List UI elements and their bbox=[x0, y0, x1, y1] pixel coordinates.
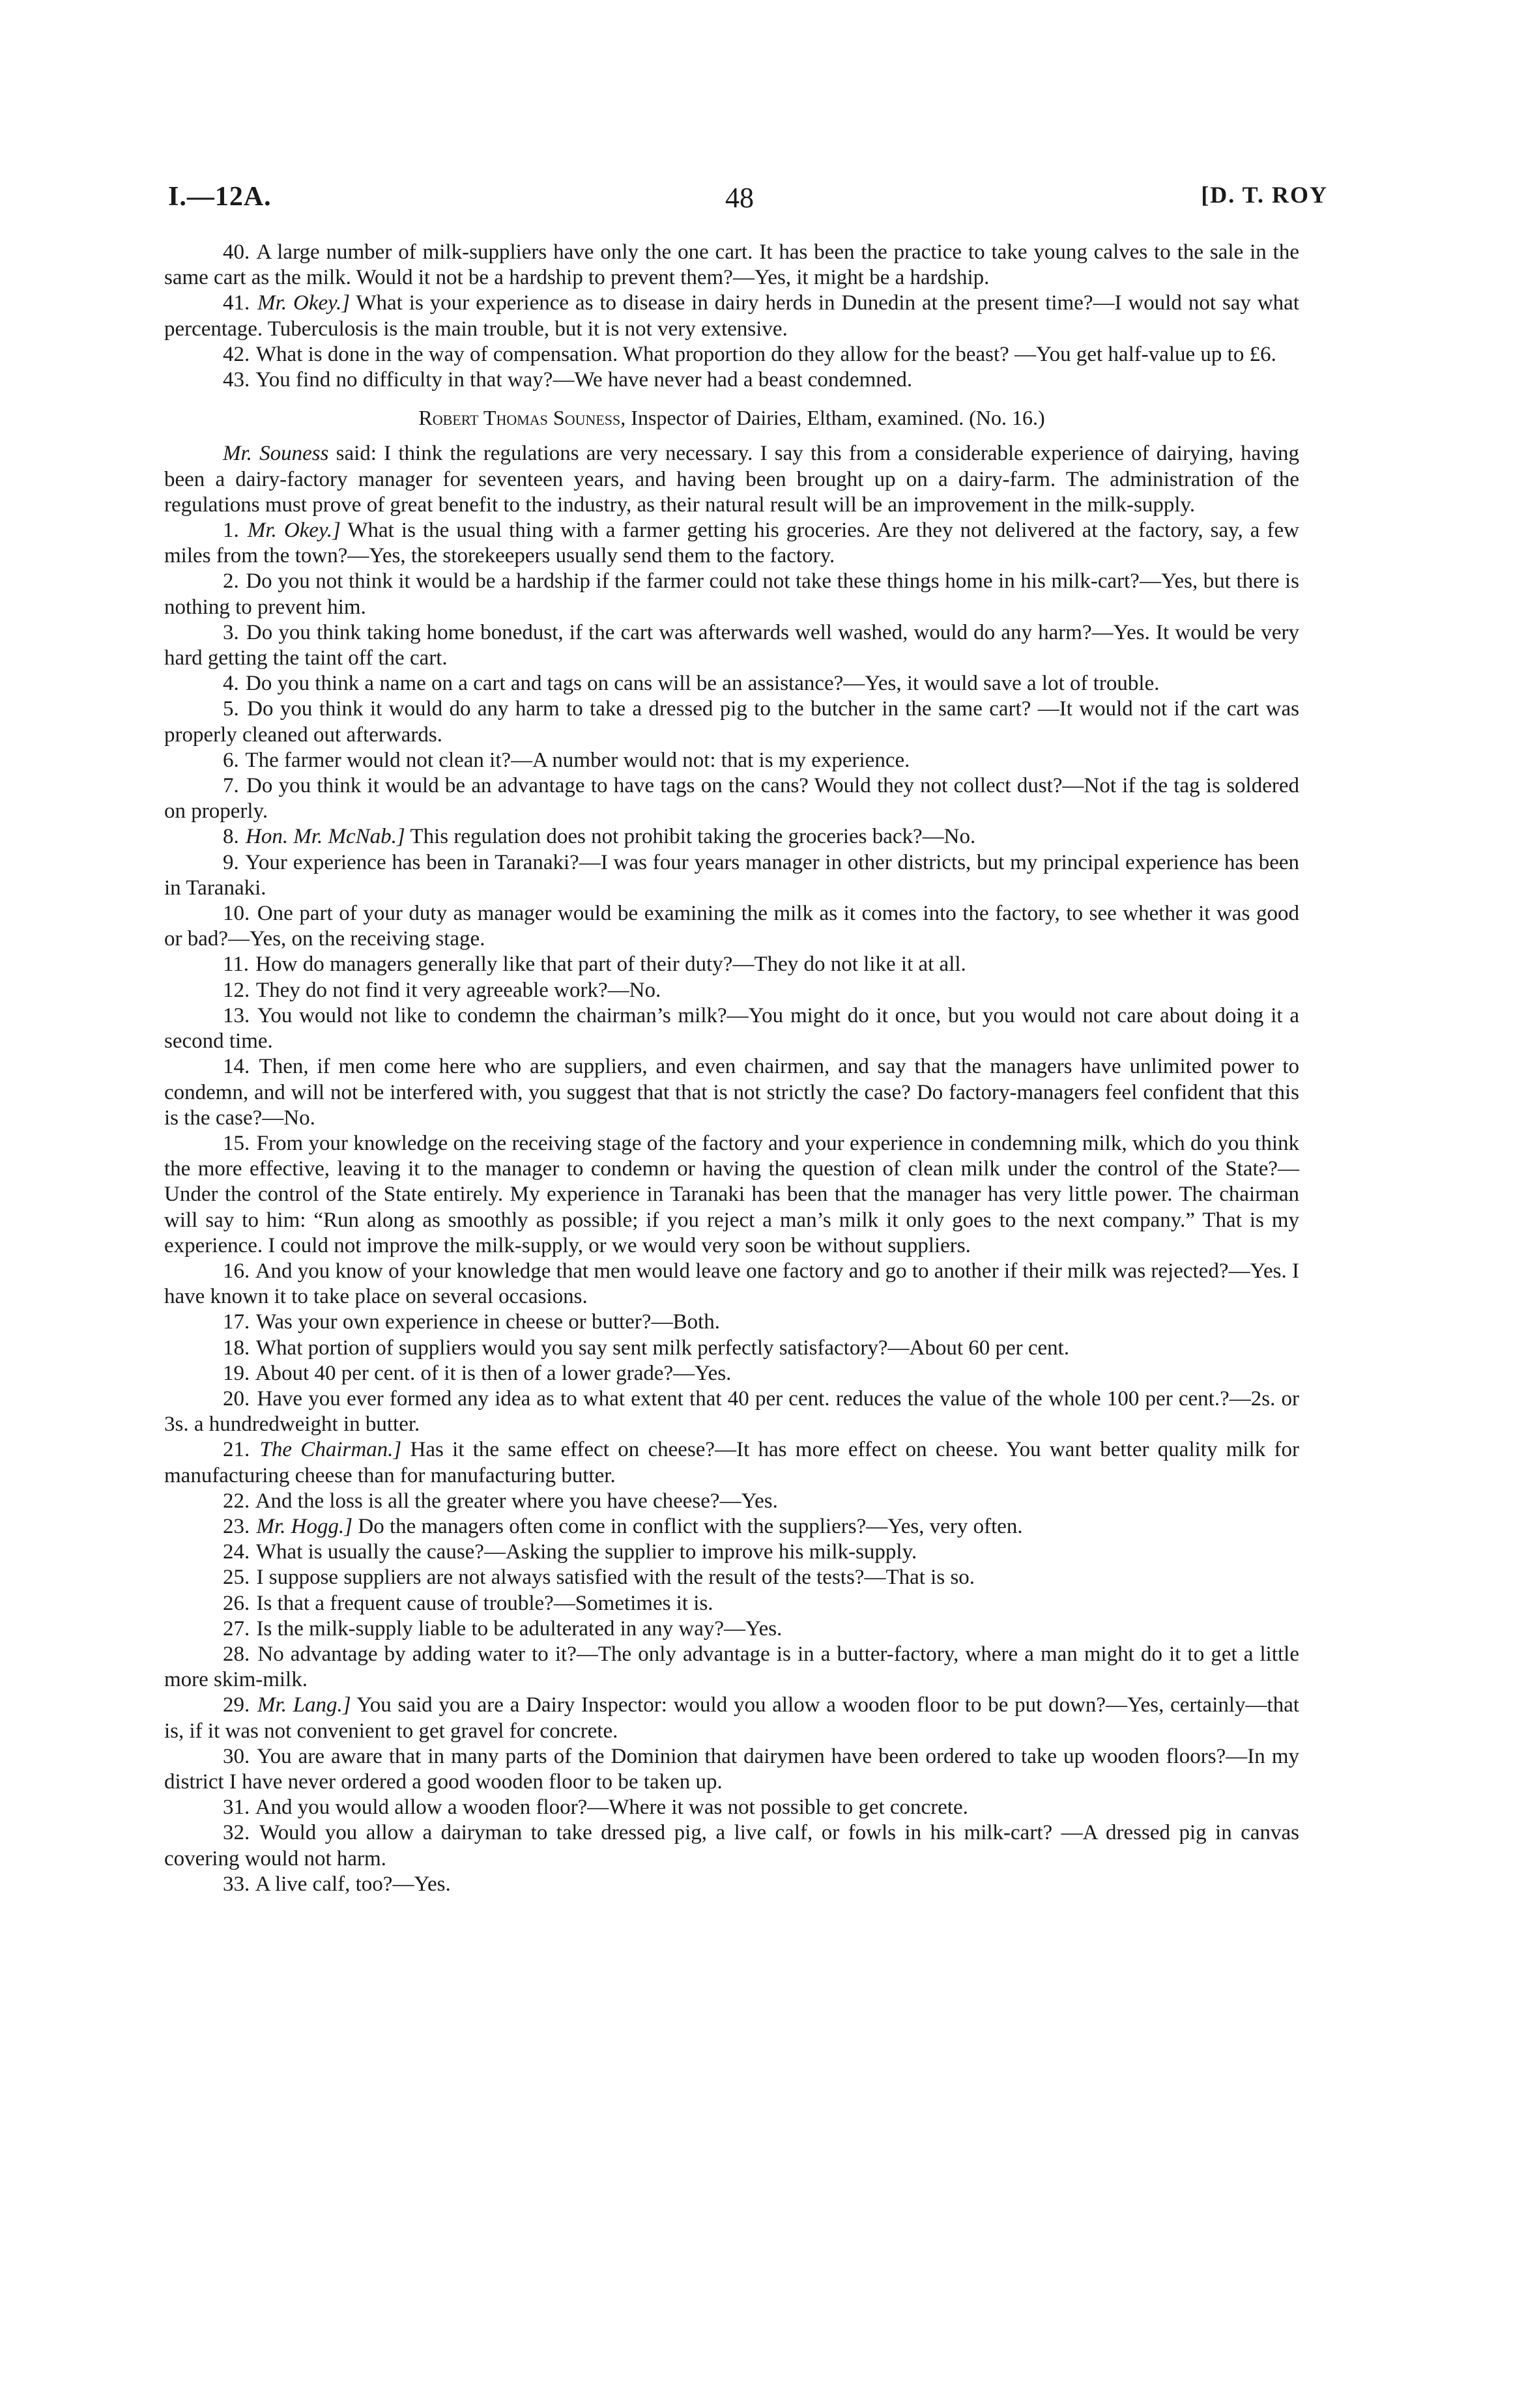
speaker-name: Mr. Okey.] bbox=[247, 519, 341, 543]
question-number: 18. bbox=[223, 1336, 250, 1360]
question-paragraph bbox=[164, 773, 1299, 824]
question-number: 15. bbox=[223, 1131, 250, 1155]
question-paragraph bbox=[164, 1591, 1299, 1616]
question-number: 28. bbox=[223, 1642, 250, 1666]
question-number: 31. bbox=[223, 1796, 250, 1820]
question-paragraph bbox=[164, 952, 1299, 977]
question-number: 32. bbox=[223, 1821, 250, 1845]
question-text: Do you think it would do any harm to take a dressed pig to the butcher in the same cart? —It would not if the cart was properly cleaned out afterwards. bbox=[164, 697, 1300, 747]
question-paragraph bbox=[164, 1693, 1299, 1743]
question-paragraph bbox=[164, 1820, 1299, 1871]
question-paragraph bbox=[164, 1437, 1299, 1488]
question-number: 42. bbox=[223, 342, 250, 366]
question-number: 17. bbox=[223, 1310, 250, 1334]
question-text: They do not find it very agreeable work?—No. bbox=[255, 978, 661, 1002]
question-text: Is the milk-supply liable to be adulterated in any way?—Yes. bbox=[256, 1616, 783, 1641]
witness-description: , Inspector of Dairies, Eltham, examined. (No. 16.) bbox=[620, 406, 1045, 430]
question-paragraph bbox=[164, 342, 1299, 367]
question-text: You would not like to condemn the chairman’s milk?—You might do it once, but you would not care about doing it a second time. bbox=[164, 1003, 1299, 1054]
question-text: The farmer would not clean it?—A number would not: that is my experience. bbox=[245, 748, 910, 772]
question-text: A large number of milk-suppliers have only the one cart. It has been the practice to take young calves to the sale in the same cart as the milk. Would it not be a hardship to prevent them?—Yes, it might be a hardship. bbox=[164, 240, 1300, 290]
witness-name: Robert Thomas Souness bbox=[418, 406, 621, 430]
question-text: And the loss is all the greater where you have cheese?—Yes. bbox=[255, 1489, 778, 1513]
question-number: 11. bbox=[223, 953, 250, 977]
question-paragraph bbox=[164, 901, 1299, 952]
question-text: And you know of your knowledge that men would leave one factory and go to another if their milk was rejected?—Yes. I have known it to take place on several occasions. bbox=[164, 1259, 1299, 1309]
question-paragraph bbox=[164, 1514, 1299, 1540]
speaker-name: Mr. Lang.] bbox=[257, 1693, 351, 1717]
speaker-name: Hon. Mr. McNab.] bbox=[246, 825, 405, 849]
question-number: 14. bbox=[223, 1055, 250, 1079]
question-text: Has it the same effect on cheese?—It has more effect on cheese. You want better quality milk for manufacturing cheese than for manufacturing butter. bbox=[164, 1438, 1299, 1487]
question-paragraph bbox=[164, 1361, 1299, 1386]
question-text: I suppose suppliers are not always satisfied with the result of the tests?—That is so. bbox=[256, 1566, 975, 1590]
question-paragraph bbox=[164, 748, 1299, 773]
question-text: What is done in the way of compensation. What proportion do they allow for the beast? —You get half-value up to £6. bbox=[255, 342, 1276, 366]
question-number: 10. bbox=[223, 902, 250, 926]
question-paragraph bbox=[164, 1489, 1299, 1514]
question-number: 3. bbox=[223, 620, 239, 644]
question-paragraph bbox=[164, 850, 1299, 901]
question-paragraph bbox=[164, 240, 1299, 291]
question-number: 30. bbox=[223, 1744, 250, 1768]
question-paragraph bbox=[164, 1310, 1299, 1335]
question-text: How do managers generally like that part of their duty?—They do not like it at all. bbox=[255, 953, 966, 977]
question-number: 9. bbox=[223, 850, 239, 874]
question-number: 25. bbox=[223, 1566, 250, 1590]
question-paragraph bbox=[164, 569, 1299, 620]
question-number: 16. bbox=[223, 1259, 250, 1283]
opening-statement bbox=[164, 441, 1299, 518]
question-text: From your knowledge on the receiving stage of the factory and your experience in condemning milk, which do you think the more effective, leaving it to the manager to condemn or having the question of clean milk under the control of the State?—Under the control of the State entirely. My experience in Taranaki has been that the manager has very little power. The chairman will say to him: “Run along as smoothly as possible; if you reject a man’s milk it only goes to the next company.” That is my experience. I could not improve the milk-supply, or we would very soon be without suppliers. bbox=[164, 1131, 1300, 1257]
question-text: What is usually the cause?—Asking the supplier to improve his milk-supply. bbox=[255, 1540, 917, 1564]
witness-heading bbox=[164, 405, 1299, 431]
question-text: No advantage by adding water to it?—The only advantage is in a butter-factory, where a man might do it to get a little more skim-milk. bbox=[164, 1642, 1299, 1692]
question-number: 1. bbox=[223, 519, 239, 543]
speaker-name: The Chairman.] bbox=[259, 1438, 402, 1462]
question-number: 19. bbox=[223, 1361, 250, 1385]
question-number: 2. bbox=[223, 569, 239, 594]
page-number: 48 bbox=[725, 182, 754, 214]
question-paragraph bbox=[164, 1054, 1299, 1131]
speaker-name: Mr. Okey.] bbox=[257, 291, 351, 315]
page-body bbox=[164, 240, 1299, 1897]
question-number: 24. bbox=[223, 1540, 250, 1564]
question-text: About 40 per cent. of it is then of a lower grade?—Yes. bbox=[255, 1361, 732, 1385]
question-text: Your experience has been in Taranaki?—I was four years manager in other districts, but my principal experience has been in Taranaki. bbox=[164, 850, 1299, 900]
speaker-name: Mr. Hogg.] bbox=[256, 1514, 353, 1538]
question-text: Is that a frequent cause of trouble?—Sometimes it is. bbox=[256, 1591, 713, 1615]
question-paragraph bbox=[164, 1259, 1299, 1310]
question-text: A live calf, too?—Yes. bbox=[255, 1872, 451, 1896]
question-text: What is your experience as to disease in dairy herds in Dunedin at the present time?—I would not say what percentage. Tuberculosis is the main trouble, but it is not very extensive. bbox=[164, 291, 1299, 341]
question-paragraph bbox=[164, 1386, 1299, 1437]
question-text: One part of your duty as manager would be examining the milk as it comes into the factory, to see whether it was good or bad?—Yes, on the receiving stage. bbox=[164, 902, 1299, 951]
question-text: Then, if men come here who are suppliers, and even chairmen, and say that the managers have unlimited power to condemn, and will not be interfered with, you suggest that that is not strictly the case? Do factory-managers feel confident that this is the case?—No. bbox=[164, 1055, 1299, 1130]
previous-witness-section bbox=[164, 240, 1299, 393]
question-paragraph bbox=[164, 367, 1299, 393]
question-text: You are aware that in many parts of the Dominion that dairymen have been ordered to take up wooden floors?—In my district I have never ordered a good wooden floor to be taken up. bbox=[164, 1744, 1299, 1794]
question-text: Have you ever formed any idea as to what extent that 40 per cent. reduces the value of the whole 100 per cent.?—2s. or 3s. a hundredweight in butter. bbox=[164, 1386, 1299, 1437]
witness-running-head: [D. T. ROY bbox=[1201, 182, 1328, 208]
question-number: 29. bbox=[223, 1693, 250, 1717]
question-text: Do you think taking home bonedust, if the cart was afterwards well washed, would do any harm?—Yes. It would be very hard getting the taint off the cart. bbox=[164, 620, 1299, 670]
question-paragraph bbox=[164, 291, 1299, 341]
question-number: 27. bbox=[223, 1616, 250, 1641]
question-paragraph bbox=[164, 1565, 1299, 1590]
question-paragraph bbox=[164, 1131, 1299, 1259]
question-text: Do you think it would be an advantage to have tags on the cans? Would they not collect dust?—Not if the tag is soldered on properly. bbox=[164, 774, 1299, 824]
question-paragraph bbox=[164, 1540, 1299, 1565]
opening-speaker: Mr. Souness bbox=[223, 442, 329, 466]
question-number: 21. bbox=[223, 1438, 250, 1462]
question-paragraph bbox=[164, 1616, 1299, 1642]
question-text: What portion of suppliers would you say sent milk perfectly satisfactory?—About 60 per cent. bbox=[255, 1336, 1070, 1360]
question-number: 41. bbox=[223, 291, 250, 315]
question-text: What is the usual thing with a farmer getting his groceries. Are they not delivered at the factory, say, a few miles from the town?—Yes, the storekeepers usually send them to the factory. bbox=[164, 519, 1299, 568]
question-number: 12. bbox=[223, 978, 250, 1002]
questions-section bbox=[164, 518, 1299, 1897]
opening-text: said: I think the regulations are very necessary. I say this from a considerable experience of dairying, having been a dairy-factory manager for seventeen years, and having been brought up on a dairy-farm. The administration of the regulations must prove of great benefit to the industry, as their natural result will be an improvement in the milk-supply. bbox=[164, 442, 1299, 517]
question-paragraph bbox=[164, 1872, 1299, 1897]
question-number: 8. bbox=[223, 825, 239, 849]
question-paragraph bbox=[164, 1003, 1299, 1054]
question-number: 23. bbox=[223, 1514, 250, 1538]
question-text: Would you allow a dairyman to take dressed pig, a live calf, or fowls in his milk-cart? —A dressed pig in canvas covering would not harm. bbox=[164, 1821, 1300, 1870]
question-paragraph bbox=[164, 1336, 1299, 1361]
question-number: 13. bbox=[223, 1003, 250, 1027]
question-paragraph bbox=[164, 696, 1299, 747]
question-text: Was your own experience in cheese or butter?—Both. bbox=[255, 1310, 721, 1334]
question-paragraph bbox=[164, 1795, 1299, 1820]
question-number: 6. bbox=[223, 748, 239, 772]
question-text: Do you think a name on a cart and tags on cans will be an assistance?—Yes, it would save a lot of trouble. bbox=[246, 672, 1160, 696]
question-text: Do the managers often come in conflict with the suppliers?—Yes, very often. bbox=[358, 1514, 1023, 1538]
question-number: 5. bbox=[223, 697, 239, 721]
question-paragraph bbox=[164, 518, 1299, 569]
question-number: 4. bbox=[223, 672, 239, 696]
question-number: 7. bbox=[223, 774, 239, 798]
question-text: This regulation does not prohibit taking the groceries back?—No. bbox=[410, 825, 976, 849]
page-header bbox=[168, 181, 1328, 220]
question-number: 43. bbox=[223, 368, 250, 392]
question-number: 22. bbox=[223, 1489, 250, 1513]
document-reference: I.—12A. bbox=[168, 182, 272, 212]
question-paragraph bbox=[164, 1642, 1299, 1693]
question-number: 33. bbox=[223, 1872, 250, 1896]
question-text: You said you are a Dairy Inspector: would you allow a wooden floor to be put down?—Yes, certainly—that is, if it was not convenient to get gravel for concrete. bbox=[164, 1693, 1300, 1743]
question-paragraph bbox=[164, 978, 1299, 1003]
question-paragraph bbox=[164, 620, 1299, 671]
question-paragraph bbox=[164, 671, 1299, 696]
question-number: 40. bbox=[223, 240, 250, 264]
question-paragraph bbox=[164, 1744, 1299, 1795]
question-text: Do you not think it would be a hardship if the farmer could not take these things home in his milk-cart?—Yes, but there is nothing to prevent him. bbox=[164, 569, 1300, 619]
question-number: 26. bbox=[223, 1591, 250, 1615]
question-text: You find no difficulty in that way?—We have never had a beast condemned. bbox=[255, 368, 913, 392]
question-number: 20. bbox=[223, 1386, 250, 1411]
question-paragraph bbox=[164, 824, 1299, 850]
question-text: And you would allow a wooden floor?—Where it was not possible to get concrete. bbox=[255, 1796, 968, 1820]
